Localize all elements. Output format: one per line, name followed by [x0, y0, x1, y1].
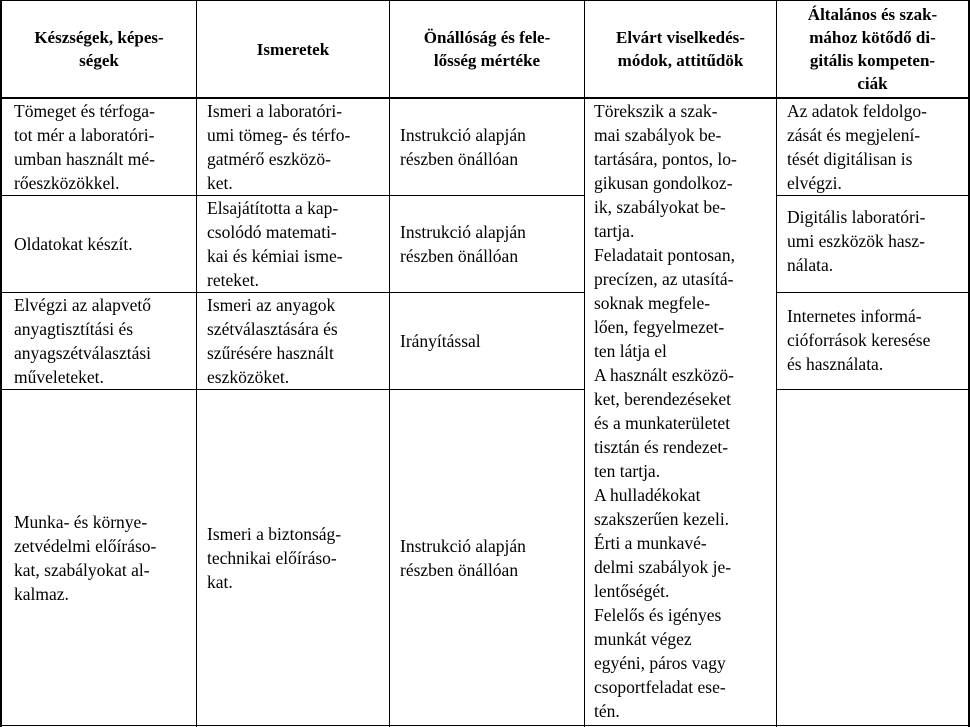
skill-text: Oldatokat készít. [14, 234, 133, 254]
header-cell-digital [777, 1, 968, 97]
digital-cell-empty [777, 390, 968, 725]
skill-text: Munka- és környe- zetvédelmi előíráso- kat, szabályokat al- kalmaz. [14, 511, 157, 604]
autonomy-cell [400, 390, 584, 725]
knowledge-text: Elsajátította a kap- csolódó matemati- kai és kémiai isme- reteket. [207, 198, 343, 290]
digital-text: Az adatok feldolgo- zását és megjelení- tését digitálisan is elvégzi. [787, 101, 927, 193]
knowledge-cell [207, 196, 389, 292]
table-rule [0, 725, 970, 726]
autonomy-text: Instrukció alapján részben önállóan [400, 222, 526, 266]
table-rule [776, 292, 970, 293]
knowledge-text: Ismeri a biztonság- technikai előíráso- kat. [207, 523, 342, 592]
header-label: Elvárt viselkedés- módok, attitűdök [616, 28, 745, 70]
attitudes-text: Törekszik a szak- mai szabályok be- tartására, pontos, lo- gikusan gondolkoz- ik, szabályokat be- tartja. Feladatait pontosan, precízen, az utasítá- soknak megfele- lően, fegyelmezet- ten látja el A használt eszközö- ket, berendezéseket és a munkaterületet tisztán és rendezet- ten tartja. A hulladékokat szakszerűen kezeli. Érti a munkavé- delmi szabályok je- lentőségét. Felelős és igényes munkát végez egyéni, páros vagy csoportfeladat ese- tén. [594, 101, 737, 721]
digital-cell [787, 99, 968, 195]
digital-text: Internetes informá- cióforrások keresése és használata. [787, 306, 931, 374]
table-rule [0, 0, 2, 727]
table-rule [389, 0, 390, 727]
table-rule [776, 195, 970, 196]
knowledge-cell [207, 99, 389, 195]
table-rule [584, 0, 585, 727]
knowledge-text: Ismeri az anyagok szétválasztására és szűrésére használt eszközöket. [207, 295, 338, 387]
table-rule [196, 0, 197, 727]
header-label: Készségek, képes- ségek [34, 28, 164, 70]
skill-cell [7, 293, 196, 389]
knowledge-cell [207, 293, 389, 389]
autonomy-text: Irányítással [400, 331, 481, 351]
skill-text: Tömeget és térfoga- tot mér a laboratóri- umban használt mé- rőeszközökkel. [14, 101, 155, 193]
skill-text: Elvégzi az alapvető anyagtisztítási és anyagszétválasztási műveleteket. [14, 295, 152, 387]
header-cell-autonomy [390, 1, 584, 97]
header-label: Általános és szak- mához kötődő di- gitális kompeten- ciák [807, 5, 938, 93]
digital-text: Digitális laboratóri- umi eszközök hasz- nálata. [787, 207, 926, 275]
attitudes-cell [594, 99, 774, 725]
header-label: Önállóság és fele- lősség mértéke [423, 28, 551, 70]
header-cell-attitudes [585, 1, 776, 97]
header-label: Ismeretek [256, 39, 330, 59]
digital-cell [787, 205, 968, 291]
header-cell-knowledge [197, 1, 389, 97]
autonomy-text: Instrukció alapján részben önállóan [400, 535, 526, 580]
knowledge-text: Ismeri a laboratóri- umi tömeg- és térfo- gatmérő eszközö- ket. [207, 101, 351, 193]
autonomy-cell [400, 293, 584, 389]
skill-cell [7, 196, 196, 292]
autonomy-cell [400, 99, 584, 195]
digital-cell [787, 304, 968, 388]
skill-cell [7, 390, 196, 725]
header-cell-skills [2, 1, 196, 97]
knowledge-cell [207, 390, 389, 725]
skill-cell [7, 99, 196, 195]
autonomy-cell [400, 196, 584, 292]
autonomy-text: Instrukció alapján részben önállóan [400, 125, 526, 169]
